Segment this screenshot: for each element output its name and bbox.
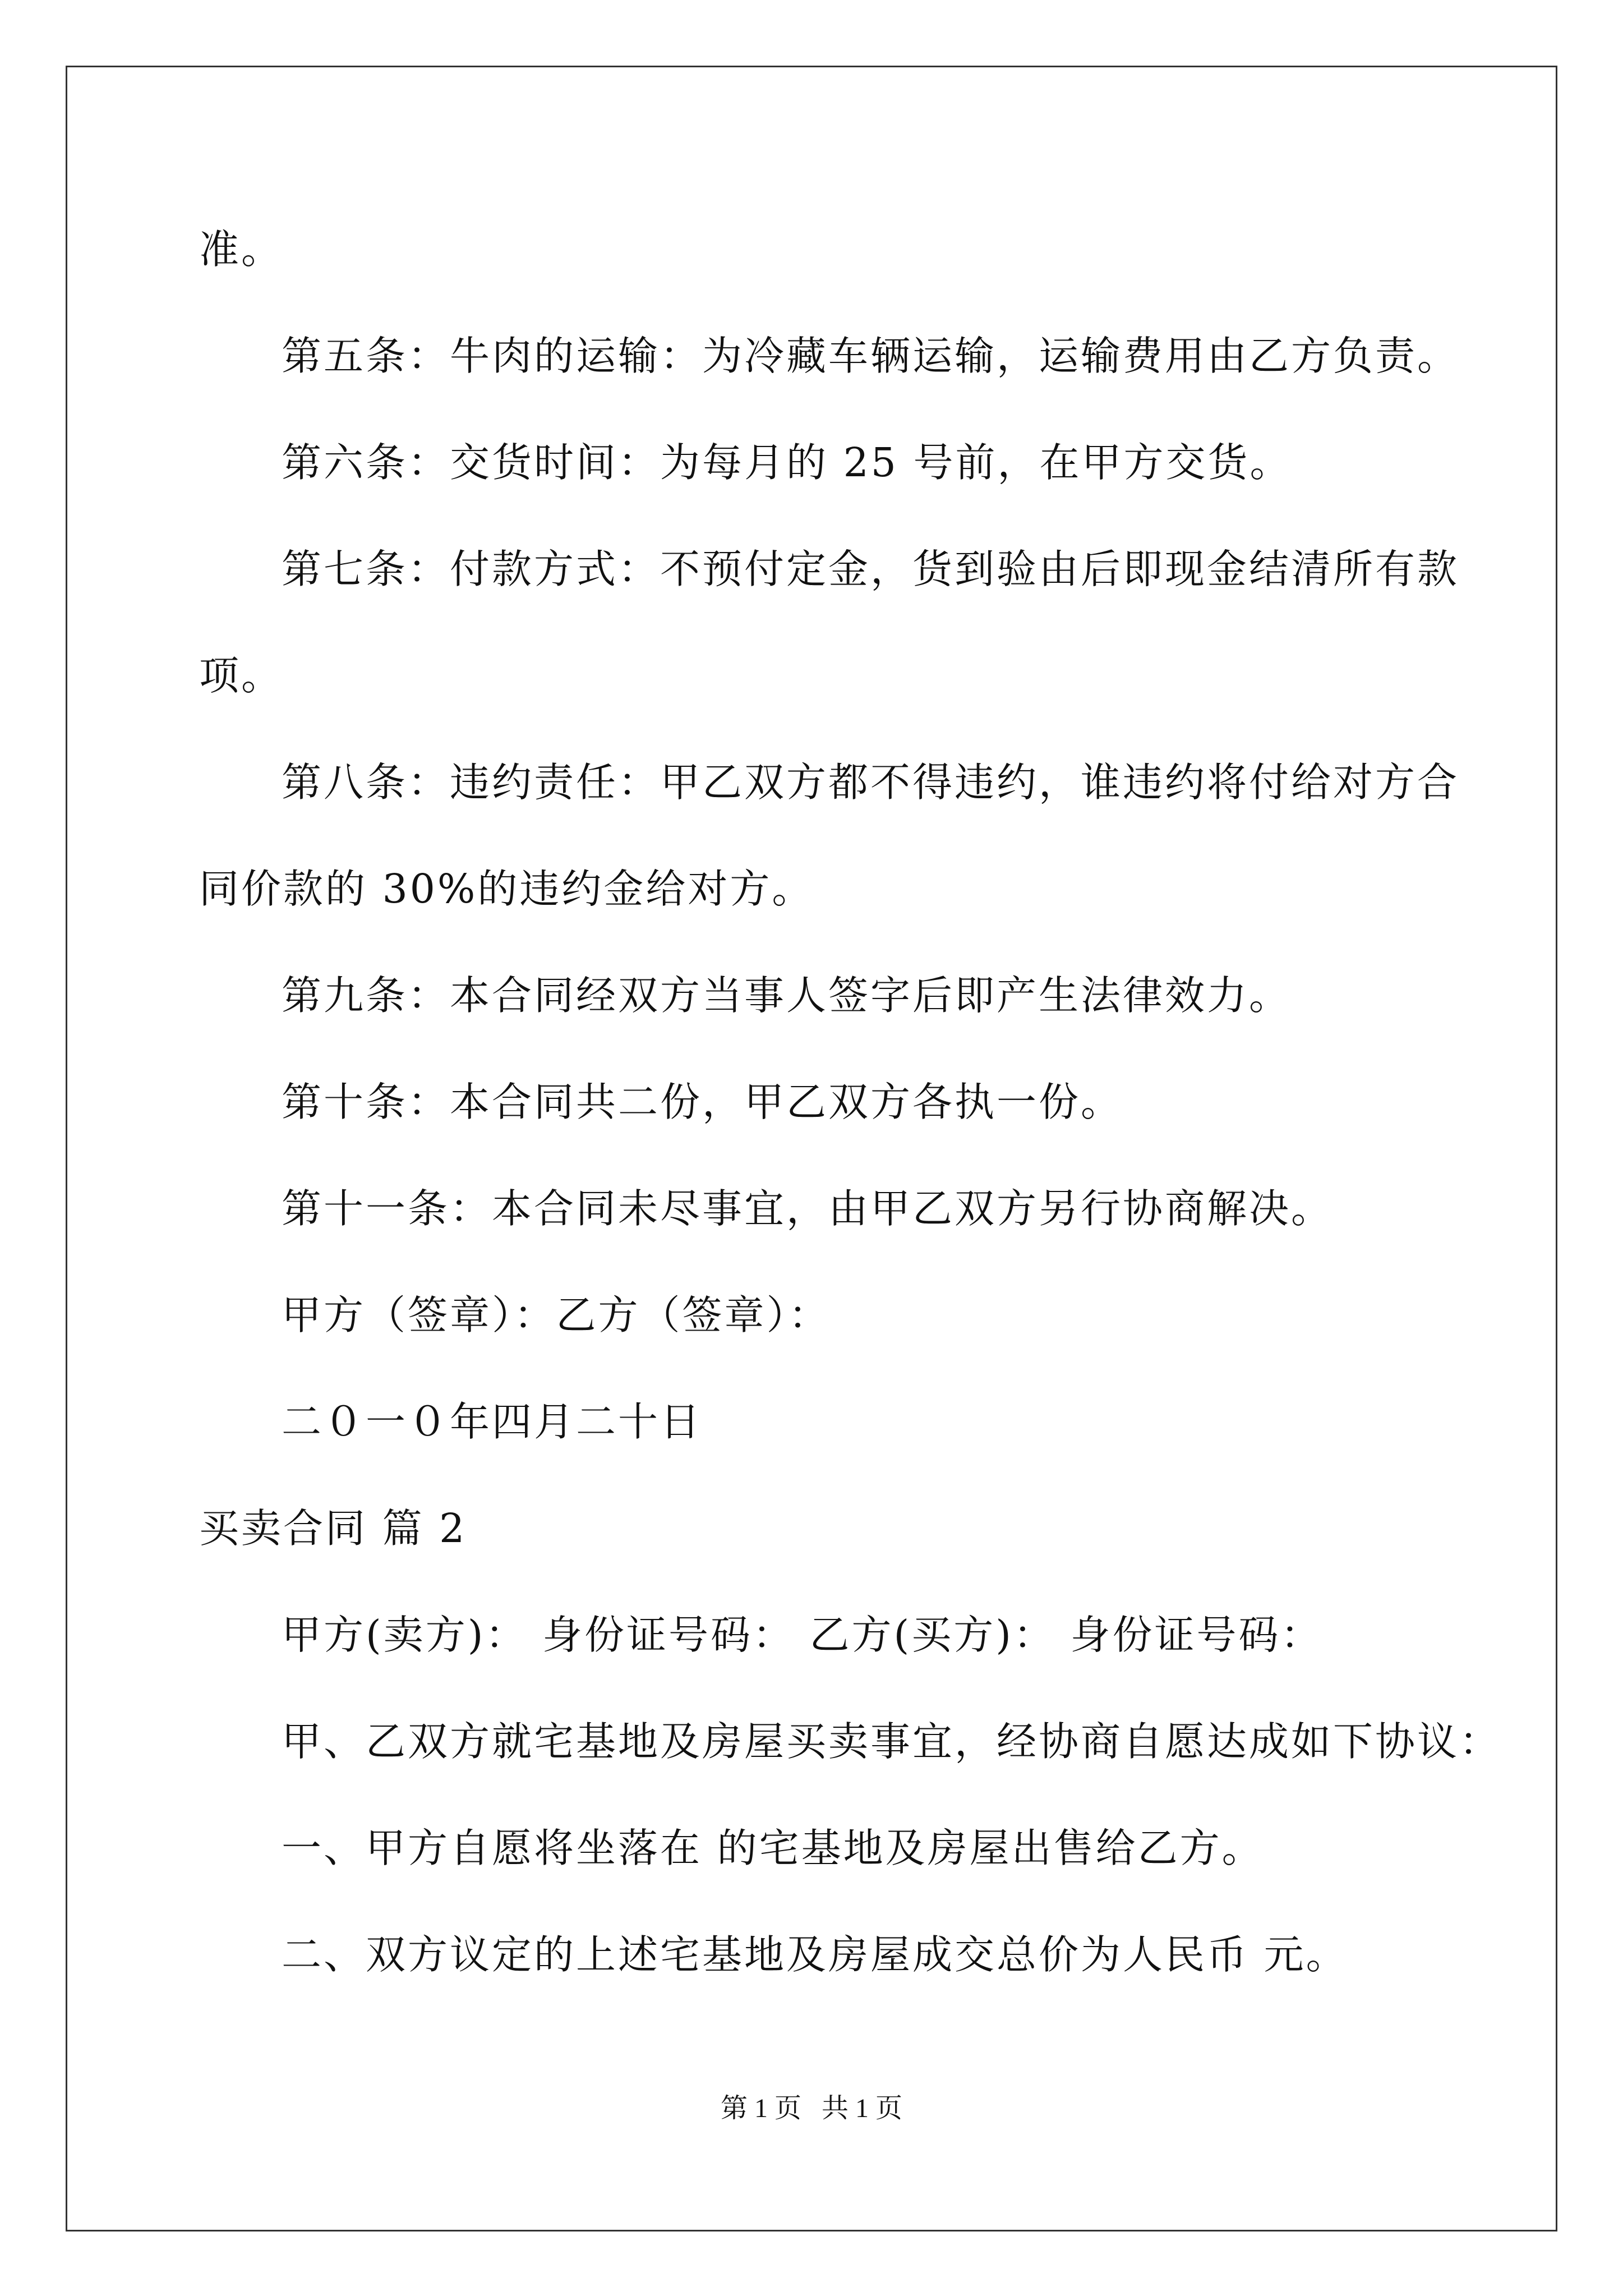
text-line-10: 第十一条：本合同未尽事宜，由甲乙双方另行协商解决。 [282, 1185, 1334, 1232]
text-line-14: 甲方(卖方)： 身份证号码： 乙方(买方)： 身份证号码： [282, 1612, 1323, 1658]
text-line-16: 一、甲方自愿将坐落在 的宅基地及房屋出售给乙方。 [282, 1825, 1264, 1871]
text-line-2: 第五条：牛肉的运输：为冷藏车辆运输，运输费用由乙方负责。 [282, 333, 1460, 379]
text-line-15: 甲、乙双方就宅基地及房屋买卖事宜，经协商自愿达成如下协议： [282, 1718, 1502, 1765]
page-footer: 第 1 页 共 1 页 [720, 2093, 902, 2123]
text-line-12: 二０一０年四月二十日 [282, 1398, 703, 1445]
section-heading: 买卖合同 篇 2 [199, 1505, 467, 1552]
page-border [66, 66, 1557, 2231]
text-line-8: 第九条：本合同经双方当事人签字后即产生法律效力。 [282, 972, 1292, 1019]
text-line-3: 第六条：交货时间：为每月的 25 号前，在甲方交货。 [282, 439, 1292, 486]
text-line-1: 准。 [199, 226, 284, 273]
text-line-9: 第十条：本合同共二份，甲乙双方各执一份。 [282, 1079, 1123, 1125]
text-line-11: 甲方（签章）：乙方（签章）： [282, 1292, 831, 1338]
text-line-7: 同价款的 30%的违约金给对方。 [199, 866, 814, 912]
text-line-17: 二、双方议定的上述宅基地及房屋成交总价为人民币 元。 [282, 1931, 1348, 1978]
text-line-6: 第八条：违约责任：甲乙双方都不得违约，谁违约将付给对方合 [282, 759, 1460, 806]
text-line-4: 第七条：付款方式：不预付定金，货到验由后即现金结清所有款 [282, 546, 1460, 592]
text-line-5: 项。 [199, 652, 284, 699]
